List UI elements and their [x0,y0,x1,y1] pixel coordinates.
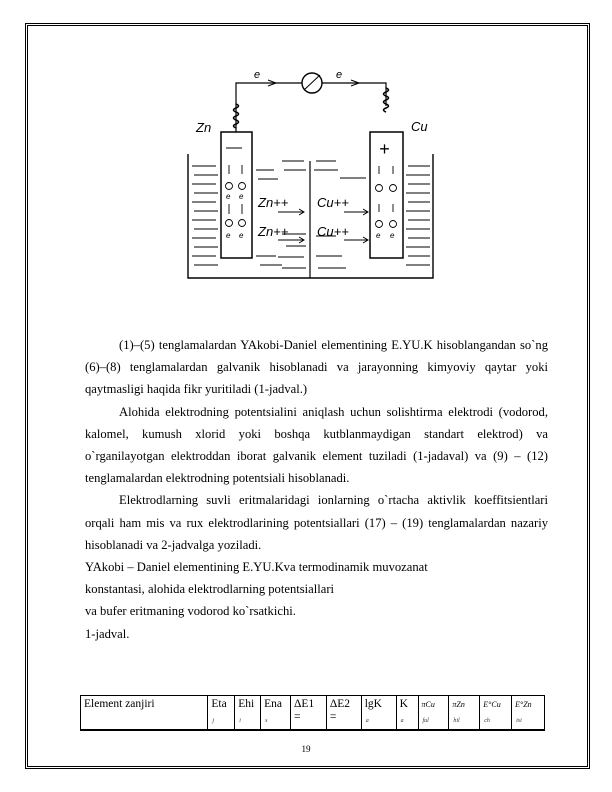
header-cell: ΔE2 = [327,696,362,729]
paragraph: (1)–(5) tenglamalardan YAkobi-Daniel elementining E.YU.K hisoblangandan so`ng (6)–(8) tenglamalardan galvanik hisoblanadi va jarayonning kimyoviy qaytar yoki qaytmasligi haqida fikr yuritiladi (1-jadval.) [85,338,548,397]
electron-label-right: e [336,69,343,81]
cu-ion-label: Cu++ [317,195,349,210]
caption-line: va bufer eritmaning vodorod ko`rsatkichi. [85,604,296,619]
header-cell: E°Zn isi [515,700,532,724]
header-cell: Ena s [261,696,291,729]
zn-electrode-label: Zn [196,120,212,135]
electron-small: e [226,231,231,240]
electron-small: e [239,231,244,240]
zn-ion-label: Zn++ [258,224,289,239]
header-cell: lgK a [362,696,397,729]
cu-electrode-label: Cu [411,119,428,134]
caption-line: konstantasi, alohida elektrodlarning potentsiallari [85,582,335,597]
body-text [85,334,548,645]
header-cell: πCu ful [419,696,450,729]
plus-sign: + [379,139,390,159]
zn-ion-label: Zn++ [258,195,289,210]
header-cell: ΔE1 = [291,696,327,729]
results-table-header [80,695,545,731]
paragraph: Elektrodlarning suvli eritmalaridagi ionlarning o`rtacha aktivlik koeffitsientlari orqali ham mis va rux elektrodlarining potentsiallari (17) – (19) tenglamalardan nazariy hisoblanadi va 2-jadvalga yoziladi. [85,493,548,552]
cu-ion-label: Cu++ [317,224,349,239]
galvanic-cell-diagram [186,66,436,292]
header-cell: Ehi i [235,696,261,729]
minus-sign: — [226,139,242,156]
header-cell: πZn hil [449,696,480,729]
header-cell: Eta j [208,696,235,729]
header-cell: K a [397,696,419,729]
paragraph: Alohida elektrodning potentsialini aniqlash uchun solishtirma elektrodi (vodorod, kalomel, kumush xlorid yoki boshqa kutblanmaydigan standart elektrod) va o`rganilayotgan elektroddan iborat galvanik element tuziladi (1-jadaval) va (9) – (12) tenglamalardan elektrodning potentsiali hisoblanadi. [85,404,548,486]
header-cell: E°Cu ch [480,696,512,729]
page-number: 19 [301,744,311,754]
caption-line: YAkobi – Daniel elementining E.YU.Kva termodinamik muvozanat [85,560,428,575]
electron-small: e [390,231,395,240]
electron-label-left: e [254,69,261,81]
electron-small: e [226,192,231,201]
electron-small: e [376,231,381,240]
table-label: 1-jadval. [85,626,130,641]
electron-small: e [239,192,244,201]
header-cell: Element zanjiri [81,696,208,729]
